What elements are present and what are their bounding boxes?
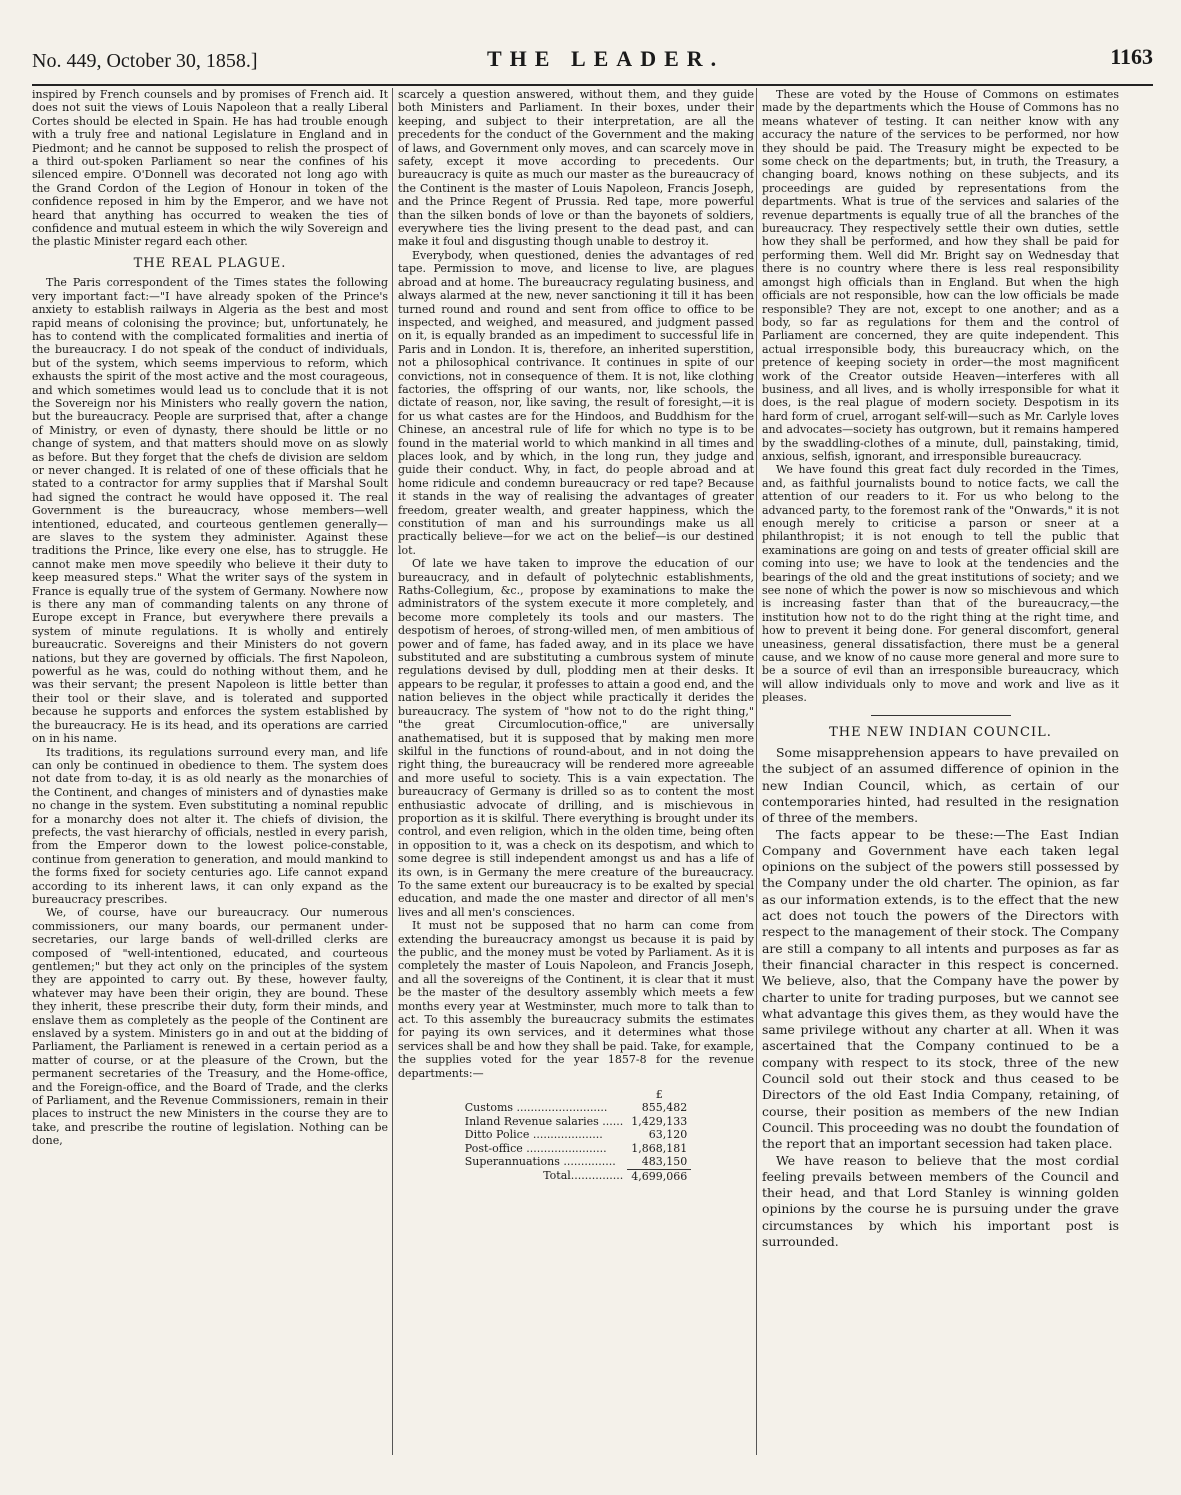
row-label: Inland Revenue salaries ...... [464,1114,624,1128]
paragraph: Some misapprehension appears to have prevailed on the subject of an assumed difference of opinion in the new Indian Council, which, as certain of our contemporaries hinted, had resulted in the resignation of three of the members. [762,745,1119,826]
paragraph: We have reason to believe that the most cordial feeling prevails between members of the Council and their head, and that Lord Stanley is winning golden opinions by the course he is pursuing under the grave circumstances by which his important post is surrounded. [762,1152,1119,1249]
table-row [461,1142,692,1155]
table-row [461,1155,692,1169]
table-row [461,1115,692,1128]
column-2 [398,88,754,1465]
table-row [461,1128,692,1141]
paragraph: We have found this great fact duly recorded in the Times, and, as faithful journalists bound to notice facts, we call the attention of our readers to it. For us who belong to the advanced party, to the foremost rank of the "Onwards," it is not enough merely to criticise a parson or sneer at a philanthropist; it is not enough to tell the public that examinations are going on and tests of greater official skill are coming into use; we have to look at the tendencies and the bearings of the old and the great institutions of society; and we see none of which the power is now so mischievous and which is increasing faster than that of the bureaucracy,—the institution how not to do the right thing at the right time, and how to prevent it being done. For general discomfort, general uneasiness, general dissatisfaction, there must be a general cause, and we know of no cause more general and more sure to be a source of evil than an irresponsible bureaucracy, which will allow individuals only to move and work and live as it pleases. [762,463,1119,705]
row-label: Post-office ....................... [464,1141,607,1155]
row-value: 63,120 [648,1128,688,1142]
total-row [461,1169,692,1183]
paragraph: inspired by French counsels and by promises of French aid. It does not suit the views of Louis Napoleon that a really Liberal Cortes should be elected in Spain. He has had trouble enough with a truly free and national Legislature in England and in Piedmont; and he cannot be supposed to relish the prospect of a third out-spoken Parliament so near the confines of his silenced empire. O'Donnell was decorated not long ago with the Grand Cordon of the Legion of Honour in token of the confidence reposed in him by the Emperor, and we have not heard that anything has occurred to weaken the ties of confidence and mutual esteem in which the wily Sovereign and the plastic Minister regard each other. [32,88,388,249]
row-value: 483,150 [627,1155,691,1169]
total-label: Total............... [543,1169,624,1183]
paragraph: It must not be supposed that no harm can come from extending the bureaucracy amongst us because it is paid by the public, and the money must be voted by Parliament. As it is completely the master of Louis Napoleon, and Francis Joseph, and all the sovereigns of the Continent, it is clear that it must be the master of the desultory assembly which meets a few months every year at Westminster, much more to talk than to act. To this assembly the bureaucracy submits the estimates for paying its own services, and it determines what those services shall be and how they shall be paid. Take, for example, the supplies voted for the year 1857-8 for the revenue departments:— [398,919,754,1080]
column-3 [762,88,1119,1465]
total-value: 4,699,066 [631,1169,688,1183]
masthead-title: THE LEADER. [487,46,725,71]
issue-date: No. 449, October 30, 1858.] [32,50,258,72]
row-label: Ditto Police .................... [464,1128,603,1142]
paragraph: Of late we have taken to improve the education of our bureaucracy, and in default of polytechnic establishments, Raths-Collegium, &c., propose by examinations to make the administrators of the system execute it more completely, and become more completely its tools and our masters. The despotism of heroes, of strong-willed men, of men ambitious of power and of fame, has faded away, and in its place we have substituted and are substituting a cumbrous system of minute regulations devised by dull, plodding men at their desks. It appears to be regular, it professes to attain a good end, and the nation believes in the object while practically it derides the bureaucracy. The system of "how not to do the right thing," "the great Circumlocution-office," are universally anathematised, but it is supposed that by making men more skilful in the functions of round-about, and in not doing the right thing, the bureaucracy will be rendered more agreeable and more useful to society. This is a vain expectation. The bureaucracy of Germany is drilled so as to content the most enthusiastic advocate of drilling, and is mischievous in proportion as it is skilful. There everything is brought under its control, and even religion, which in the olden time, being often in opposition to it, was a check on its despotism, and which to some degree is still independent amongst us and has a life of its own, is in Germany the mere creature of the bureaucracy. To the same extent our bureaucracy is to be exalted by special education, and made the one master and director of all men's lives and all men's consciences. [398,557,754,919]
column-divider [392,88,393,1455]
paragraph: scarcely a question answered, without them, and they guide both Ministers and Parliament. In their boxes, under their keeping, and subject to their interpretation, are all the precedents for the conduct of the Government and the making of laws, and Government only moves, and can scarcely move in safety, except it move according to precedents. Our bureaucracy is quite as much our master as the bureaucracy of the Continent is the master of Louis Napoleon, Francis Joseph, and the Prince Regent of Prussia. Red tape, more powerful than the silken bonds of love or than the bayonets of soldiers, everywhere ties the living present to the dead past, and can make it foul and disgusting though unable to destroy it. [398,88,754,249]
header-rule [32,84,1153,86]
paragraph: The facts appear to be these:—The East Indian Company and Government have each taken legal opinions on the subject of the powers still possessed by the Company under the old charter. The opinion, as far as our information extends, is to the effect that the new act does not touch the powers of the Directors with respect to the management of their stock. The Company are still a company to all intents and purposes as far as their financial character in this respect is concerned. We believe, also, that the Company have the power by charter to unite for trading purposes, but we cannot see what advantage this gives them, as they would have the same privilege without any charter at all. When it was ascertained that the Company continued to be a company with respect to its stock, three of the new Council sold out their stock and thus ceased to be Directors of the old East India Company, retaining, of course, their position as members of the new Indian Council. This proceeding was no doubt the foundation of the report that an important secession had taken place. [762,826,1119,1152]
paragraph: The Paris correspondent of the Times states the following very important fact:—"I have already spoken of the Prince's anxiety to establish railways in Algeria as the best and most rapid means of colonising the province; but, unfortunately, he has to contend with the complicated formalities and inertia of the bureaucracy. I do not speak of the conduct of individuals, but of the system, which seems impervious to reform, which exhausts the spirit of the most active and the most courageous, and which sometimes would lead us to conclude that it is not the Sovereign nor his Ministers who really govern the nation, but the bureaucracy. People are surprised that, after a change of Ministry, or even of dynasty, there should be little or no change of system, and that matters should move on as slowly as before. But they forget that the chefs de division are seldom or never changed. It is related of one of these officials that he stated to a contractor for army supplies that if Marshal Soult had signed the contract he would have opposed it. The real Government is the bureaucracy, whose members—well intentioned, educated, and courteous gentlemen generally—are slaves to the system they administer. Against these traditions the Prince, like every one else, has to struggle. He cannot make men move speedily who believe it their duty to keep measured steps." What the writer says of the system in France is equally true of the system of Germany. Nowhere now is there any man of commanding talents on any throne of Europe except in France, but everywhere there prevails a system of minute regulations. It is wholly and entirely bureaucratic. Sovereigns and their Ministers do not govern nations, but they are governed by officials. The first Napoleon, powerful as he was, could do nothing without them, and he was their servant; the present Napoleon is little better than their tool or their slave, and is tolerated and supported because he supports and enforces the system established by the bureaucracy. He is its head, and its operations are carried on in his name. [32,276,388,746]
table-row [461,1101,692,1114]
column-1 [32,88,388,1465]
section-divider [871,715,1011,716]
paragraph: We, of course, have our bureaucracy. Our numerous commissioners, our many boards, our permanent under-secretaries, our large bands of well-drilled clerks are composed of "well-intentioned, educated, and courteous gentlemen;" but they act only on the principles of the system they are appointed to carry out. By these, however faulty, whatever may have been their origin, they are bound. These they inherit, these prescribe their duty, form their minds, and enslave them as completely as the people of the Continent are enslaved by a system. Ministers go in and out at the bidding of Parliament, the Parliament is renewed in a certain period as a matter of course, or at the pleasure of the Crown, but the permanent secretaries of the Treasury, and the Home-office, and the Foreign-office, and the Board of Trade, and the clerks of Parliament, and the Revenue Commissioners, remain in their places to instruct the new Ministers in the course they are to take, and prescribe the routine of legislation. Nothing can be done, [32,906,388,1148]
page-number: 1163 [1110,44,1153,69]
revenue-table [461,1088,692,1183]
paragraph: Everybody, when questioned, denies the advantages of red tape. Permission to move, and license to live, are plagues abroad and at home. The bureaucracy regulating business, and always alarmed at the new, never sanctioning it till it has been turned round and round and sent from office to office to be inspected, and weighed, and measured, and judgment passed on it, is equally branded as an impediment to successful life in Paris and in London. It is, therefore, an inherited superstition, not a philosophical contrivance. It continues in spite of our convictions, not in consequence of them. It is not, like clothing factories, the offspring of our wants, nor, like schools, the dictate of reason, nor, like saving, the result of foresight,—it is for us what castes are for the Hindoos, and Buddhism for the Chinese, an ancestral rule of life for which no type is to be found in the material world to which mankind in all times and places look, and by which, in the long run, they judge and guide their conduct. Why, in fact, do people abroad and at home ridicule and condemn bureaucracy or red tape? Because it stands in the way of realising the advantages of greater freedom, greater wealth, and greater happiness, which the constitution of man and his surroundings make us all practically believe—for we act on the belief—is our destined lot. [398,248,754,557]
article-heading: THE NEW INDIAN COUNCIL. [829,724,1052,740]
currency-symbol: £ [655,1088,663,1102]
column-divider [756,88,757,1455]
paragraph: These are voted by the House of Commons on estimates made by the departments which the House of Commons has no means whatever of testing. It can neither know with any accuracy the nature of the services to be performed, nor how they should be paid. The Treasury might be expected to be some check on the departments; but, in truth, the Treasury, a changing board, knows nothing on these subjects, and its proceedings are guided by representations from the departments. What is true of the services and salaries of the revenue departments is equally true of all the branches of the bureaucracy. They respectively settle their own duties, settle how they shall be performed, and how they shall be paid for performing them. Well did Mr. Bright say on Wednesday that there is no country where there is less real responsibility amongst high officials than in England. But when the high officials are not responsible, how can the low officials be made responsible? They are not, except to one another; and as a body, so far as regulations for them and the control of Parliament are concerned, they are quite independent. This actual irresponsible body, this bureaucracy which, on the pretence of keeping society in order—the most magnificent work of the Creator outside Heaven—interferes with all business, and all lives, and is wholly irresponsible for what it does, is the real plague of modern society. Despotism in its hard form of cruel, arrogant self-will—such as Mr. Carlyle loves and advocates—society has outgrown, but it remains hampered by the swaddling-clothes of a minute, dull, painstaking, timid, anxious, selfish, ignorant, and irresponsible bureaucracy. [762,88,1119,463]
page-header [32,44,1153,86]
row-value: 855,482 [641,1101,688,1115]
paragraph: Its traditions, its regulations surround every man, and life can only be continued in obedience to them. The system does not date from to-day, it is as old nearly as the monarchies of the Continent, and changes of ministers and of dynasties make no change in the system. Even substituting a nominal republic for a monarchy does not alter it. The chiefs of division, the prefects, the vast hierarchy of officials, nestled in every parish, from the Emperor down to the lowest police-constable, continue from generation to generation, and mould mankind to the forms fixed for society centuries ago. Life cannot expand according to its inherent laws, it can only expand as the bureaucracy prescribes. [32,745,388,906]
row-label: Superannuations ............... [464,1155,616,1169]
row-value: 1,429,133 [631,1114,688,1128]
article-heading: THE REAL PLAGUE. [133,255,287,271]
row-value: 1,868,181 [631,1141,688,1155]
row-label: Customs .......................... [464,1101,608,1115]
